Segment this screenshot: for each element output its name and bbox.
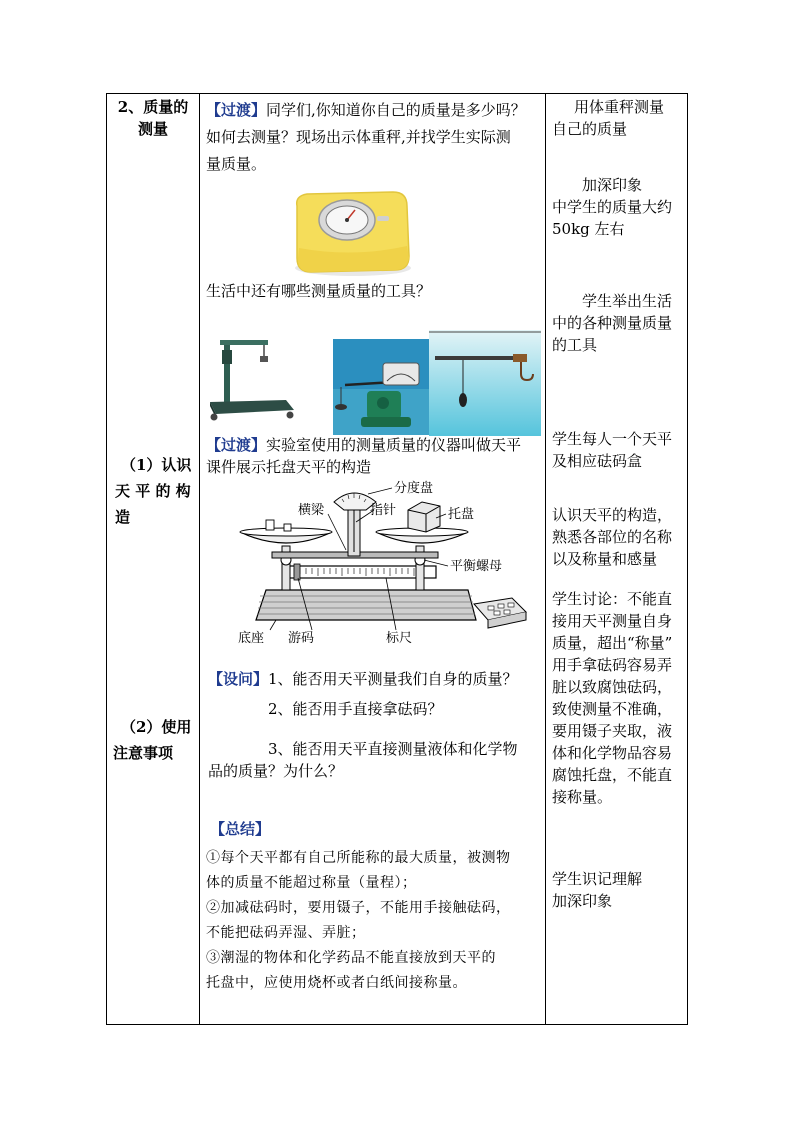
- intro-text: 如何去测量？现场出示体重秤,并找学生实际测: [206, 128, 511, 146]
- question-text: 2、能否用手直接拿砝码？: [268, 700, 443, 718]
- summary-item: 托盘中，应使用烧杯或者白纸间接称量。: [206, 975, 467, 991]
- label-pointer: 指针: [370, 502, 397, 517]
- tools-question: 生活中还有哪些测量质量的工具？: [206, 282, 432, 300]
- note-line: 中的各种测量质量: [552, 314, 673, 332]
- label-scale: 标尺: [386, 630, 413, 645]
- question-tag: 【设问】: [208, 670, 269, 688]
- note-line: 自己的质量: [552, 120, 628, 138]
- intro-text: 量质量。: [206, 155, 267, 173]
- note-line: 用手拿砝码容易弄: [552, 656, 673, 674]
- lab-text: 实验室使用的测量质量的仪器叫做天平: [266, 436, 522, 454]
- student-note: [552, 504, 686, 570]
- note-line: 要用镊子夹取，液: [552, 722, 673, 740]
- label-dial: 分度盘: [394, 480, 434, 495]
- note-line: 接用天平测量自身: [552, 612, 673, 630]
- teacher-activity-column: [200, 94, 545, 1024]
- summary-item: ③潮湿的物体和化学药品不能直接放到天平的: [206, 950, 496, 966]
- subtopic-line: 注意事项: [113, 744, 174, 762]
- note-line: 学生举出生活: [582, 292, 673, 310]
- question-section: [208, 668, 544, 782]
- note-line: 以及称量和感量: [552, 550, 658, 568]
- lesson-table: [106, 93, 688, 1025]
- note-line: 熟悉各部位的名称: [552, 528, 673, 546]
- label-beam: 横梁: [298, 502, 325, 517]
- summary-item: 体的质量不能超过称量（量程）；: [206, 875, 417, 891]
- note-line: 加深印象: [582, 176, 643, 194]
- summary-item: 不能把砝码弄湿、弄脏；: [206, 925, 366, 941]
- intro-paragraph: [206, 97, 542, 178]
- note-line: 学生讨论：不能直: [552, 590, 673, 608]
- lab-paragraph: [206, 434, 542, 478]
- note-line: 体和化学物品容易: [552, 744, 673, 762]
- balance-structure-diagram: [236, 480, 536, 648]
- transition-tag: 【过渡】: [206, 101, 267, 119]
- question-text: 3、能否用天平直接测量液体和化学物: [268, 740, 518, 758]
- note-line: 学生识记理解: [552, 870, 643, 888]
- note-line: 50kg 左右: [552, 220, 625, 238]
- platform-scale-image: [206, 332, 300, 422]
- student-note: [552, 96, 686, 140]
- section-title-line: 2、质量的: [117, 98, 189, 116]
- question-text: 1、能否用天平测量我们自身的质量？: [268, 670, 518, 688]
- summary-item: ①每个天平都有自己所能称的最大质量，被测物: [206, 850, 511, 866]
- topic-column: [107, 94, 199, 1024]
- subtopic-usage-notes: [113, 714, 199, 766]
- note-line: 脏以致腐蚀砝码，: [552, 678, 673, 696]
- note-line: 学生每人一个天平: [552, 430, 673, 448]
- student-note: [552, 428, 686, 472]
- note-line: 认识天平的构造，: [552, 506, 673, 524]
- note-line: 质量，超出“称量”: [552, 634, 673, 652]
- note-line: 用体重秤测量: [574, 98, 665, 116]
- student-activity-column: [546, 94, 688, 1024]
- note-line: 腐蚀托盘，不能直: [552, 766, 673, 784]
- note-line: 的工具: [552, 336, 598, 354]
- section-title: [107, 96, 199, 140]
- steelyard-image: [429, 330, 541, 436]
- lab-text: 课件展示托盘天平的构造: [206, 458, 372, 476]
- bathroom-scale-image: [275, 186, 425, 281]
- section-title-line: 测量: [137, 120, 168, 138]
- subtopic-line: 天 平 的 构: [115, 482, 191, 500]
- student-discussion: [552, 588, 686, 808]
- summary-item: ②加减砝码时，要用镊子，不能用手接触砝码，: [206, 900, 511, 916]
- label-base: 底座: [238, 630, 265, 645]
- subtopic-line: （2）使用: [121, 718, 192, 736]
- label-nut: 平衡螺母: [450, 558, 503, 573]
- label-pan: 托盘: [448, 506, 475, 521]
- note-line: 中学生的质量大约: [552, 198, 673, 216]
- note-line: 加深印象: [552, 892, 613, 910]
- transition-tag: 【过渡】: [206, 436, 267, 454]
- note-line: 致使测量不准确，: [552, 700, 673, 718]
- student-note: [552, 290, 686, 356]
- summary-tag: 【总结】: [210, 820, 271, 838]
- summary-section: [206, 818, 542, 996]
- subtopic-line: 造: [115, 508, 131, 526]
- note-line: 接称量。: [552, 788, 613, 806]
- subtopic-line: （1）认识: [121, 456, 192, 474]
- question-text: 品的质量？为什么？: [208, 762, 344, 780]
- student-note: [552, 174, 686, 240]
- intro-text: 同学们,你知道你自己的质量是多少吗？: [266, 101, 526, 119]
- student-note: [552, 868, 686, 912]
- label-rider: 游码: [288, 630, 315, 645]
- subtopic-balance-structure: [115, 452, 199, 530]
- note-line: 及相应砝码盒: [552, 452, 643, 470]
- table-balance-image: [333, 339, 429, 435]
